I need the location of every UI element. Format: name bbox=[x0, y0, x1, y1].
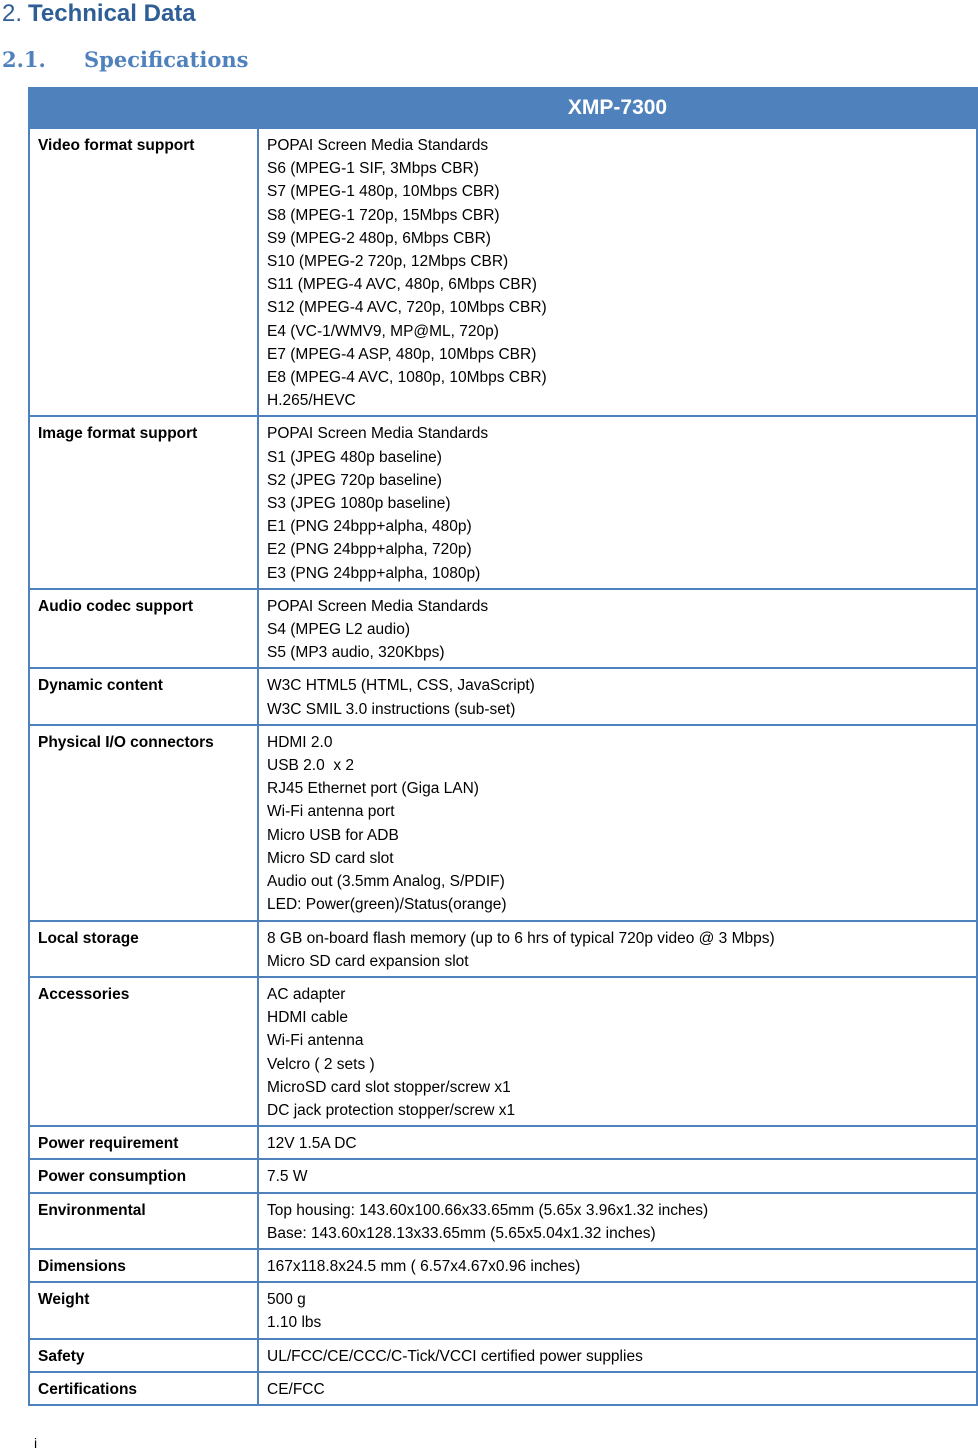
table-row bbox=[29, 1339, 977, 1372]
spec-value bbox=[258, 1372, 977, 1405]
subsection-title: Specifications bbox=[84, 47, 249, 72]
spec-value-line: RJ45 Ethernet port (Giga LAN) bbox=[267, 780, 479, 798]
spec-value-line: S7 (MPEG-1 480p, 10Mbps CBR) bbox=[267, 183, 500, 201]
spec-label: Dimensions bbox=[29, 1249, 258, 1282]
table-header-row bbox=[29, 88, 977, 128]
spec-value-line: S11 (MPEG-4 AVC, 480p, 6Mbps CBR) bbox=[267, 276, 537, 294]
spec-label: Video format support bbox=[29, 128, 258, 416]
section-title: Technical Data bbox=[28, 0, 196, 27]
spec-label: Image format support bbox=[29, 416, 258, 588]
specifications-table bbox=[28, 87, 978, 1406]
spec-value bbox=[258, 1339, 977, 1372]
spec-label: Local storage bbox=[29, 921, 258, 977]
spec-value bbox=[258, 725, 977, 921]
spec-value-line: 500 g bbox=[267, 1291, 306, 1309]
spec-value-line: S6 (MPEG-1 SIF, 3Mbps CBR) bbox=[267, 160, 479, 178]
table-row bbox=[29, 1159, 977, 1192]
spec-value bbox=[258, 977, 977, 1126]
spec-label: Power requirement bbox=[29, 1126, 258, 1159]
spec-label: Accessories bbox=[29, 977, 258, 1126]
spec-value bbox=[258, 416, 977, 588]
spec-label: Certifications bbox=[29, 1372, 258, 1405]
subsection-number: 2.1. bbox=[2, 47, 46, 72]
spec-value-line: S5 (MP3 audio, 320Kbps) bbox=[267, 644, 445, 662]
model-header: XMP-7300 bbox=[258, 88, 977, 128]
table-row bbox=[29, 977, 977, 1126]
spec-value-line: 12V 1.5A DC bbox=[267, 1135, 357, 1153]
spec-value-line: E4 (VC-1/WMV9, MP@ML, 720p) bbox=[267, 322, 499, 340]
spec-value-line: 7.5 W bbox=[267, 1168, 308, 1186]
spec-value-line: S9 (MPEG-2 480p, 6Mbps CBR) bbox=[267, 229, 491, 247]
table-row bbox=[29, 668, 977, 724]
spec-value bbox=[258, 1193, 977, 1249]
table-body bbox=[29, 128, 977, 1405]
spec-value bbox=[258, 1282, 977, 1338]
spec-value-line: S2 (JPEG 720p baseline) bbox=[267, 471, 442, 489]
spec-value-line: S1 (JPEG 480p baseline) bbox=[267, 448, 442, 466]
spec-value-line: POPAI Screen Media Standards bbox=[267, 137, 489, 154]
spec-value-line: Base: 143.60x128.13x33.65mm (5.65x5.04x1.32 inches) bbox=[267, 1224, 656, 1242]
spec-value bbox=[258, 668, 977, 724]
spec-value-line: S4 (MPEG L2 audio) bbox=[267, 621, 411, 639]
spec-value-line: S12 (MPEG-4 AVC, 720p, 10Mbps CBR) bbox=[267, 299, 547, 317]
table-row bbox=[29, 1193, 977, 1249]
table-row bbox=[29, 1126, 977, 1159]
spec-value-line: S8 (MPEG-1 720p, 15Mbps CBR) bbox=[267, 206, 500, 224]
spec-value bbox=[258, 921, 977, 977]
table-row bbox=[29, 921, 977, 977]
spec-value-line: 8 GB on-board flash memory (up to 6 hrs of typical 720p video @ 3 Mbps) bbox=[267, 929, 775, 947]
spec-value-line: S10 (MPEG-2 720p, 12Mbps CBR) bbox=[267, 253, 509, 271]
spec-value-line: MicroSD card slot stopper/screw x1 bbox=[267, 1078, 511, 1096]
spec-value bbox=[258, 589, 977, 669]
spec-value bbox=[258, 128, 977, 416]
spec-value-line: HDMI cable bbox=[267, 1009, 348, 1027]
subsection-heading bbox=[2, 46, 248, 74]
spec-value-line: HDMI 2.0 bbox=[267, 733, 333, 751]
spec-value-line: S3 (JPEG 1080p baseline) bbox=[267, 495, 451, 513]
spec-value-line: Audio out (3.5mm Analog, S/PDIF) bbox=[267, 873, 505, 891]
spec-value-line: POPAI Screen Media Standards bbox=[267, 425, 489, 443]
spec-value-line: Micro USB for ADB bbox=[267, 826, 399, 844]
page-number: i bbox=[34, 1435, 38, 1451]
spec-value-line: LED: Power(green)/Status(orange) bbox=[267, 896, 507, 914]
spec-value-line: DC jack protection stopper/screw x1 bbox=[267, 1101, 516, 1119]
spec-value-line: Wi-Fi antenna bbox=[267, 1032, 364, 1050]
spec-value-line: W3C HTML5 (HTML, CSS, JavaScript) bbox=[267, 677, 535, 695]
spec-value-line: Micro SD card expansion slot bbox=[267, 952, 469, 970]
spec-label: Power consumption bbox=[29, 1159, 258, 1192]
spec-label: Environmental bbox=[29, 1193, 258, 1249]
spec-value-line: AC adapter bbox=[267, 985, 346, 1003]
spec-label: Physical I/O connectors bbox=[29, 725, 258, 921]
spec-value-line: USB 2.0 x 2 bbox=[267, 757, 355, 775]
table-row bbox=[29, 1282, 977, 1338]
spec-value-line: Velcro ( 2 sets ) bbox=[267, 1055, 375, 1073]
table-row bbox=[29, 128, 977, 416]
spec-label: Weight bbox=[29, 1282, 258, 1338]
header-empty-cell bbox=[29, 88, 258, 128]
table-row bbox=[29, 1249, 977, 1282]
spec-value-line: UL/FCC/CE/CCC/C-Tick/VCCI certified power supplies bbox=[267, 1347, 643, 1365]
spec-value-line: 1.10 lbs bbox=[267, 1314, 322, 1332]
spec-value-line: W3C SMIL 3.0 instructions (sub-set) bbox=[267, 700, 516, 718]
section-heading bbox=[2, 0, 196, 28]
spec-value-line: E8 (MPEG-4 AVC, 1080p, 10Mbps CBR) bbox=[267, 369, 547, 387]
spec-value-line: 167x118.8x24.5 mm ( 6.57x4.67x0.96 inches) bbox=[267, 1257, 581, 1275]
spec-label: Audio codec support bbox=[29, 589, 258, 669]
spec-label: Dynamic content bbox=[29, 668, 258, 724]
spec-value-line: Top housing: 143.60x100.66x33.65mm (5.65x 3.96x1.32 inches) bbox=[267, 1201, 709, 1219]
table-row bbox=[29, 589, 977, 669]
spec-value-line: Micro SD card slot bbox=[267, 849, 394, 867]
spec-value-line: H.265/HEVC bbox=[267, 392, 356, 410]
spec-value bbox=[258, 1159, 977, 1192]
table-row bbox=[29, 1372, 977, 1405]
spec-value-line: E7 (MPEG-4 ASP, 480p, 10Mbps CBR) bbox=[267, 345, 537, 363]
spec-value-line: Wi-Fi antenna port bbox=[267, 803, 395, 821]
spec-value-line: POPAI Screen Media Standards bbox=[267, 597, 489, 615]
spec-value-line: E2 (PNG 24bpp+alpha, 720p) bbox=[267, 541, 472, 559]
table-row bbox=[29, 725, 977, 921]
spec-value-line: CE/FCC bbox=[267, 1380, 325, 1398]
section-number: 2. bbox=[2, 0, 23, 27]
spec-value-line: E3 (PNG 24bpp+alpha, 1080p) bbox=[267, 564, 481, 582]
spec-label: Safety bbox=[29, 1339, 258, 1372]
table-row bbox=[29, 416, 977, 588]
spec-value bbox=[258, 1126, 977, 1159]
spec-value-line: E1 (PNG 24bpp+alpha, 480p) bbox=[267, 518, 472, 536]
spec-value bbox=[258, 1249, 977, 1282]
